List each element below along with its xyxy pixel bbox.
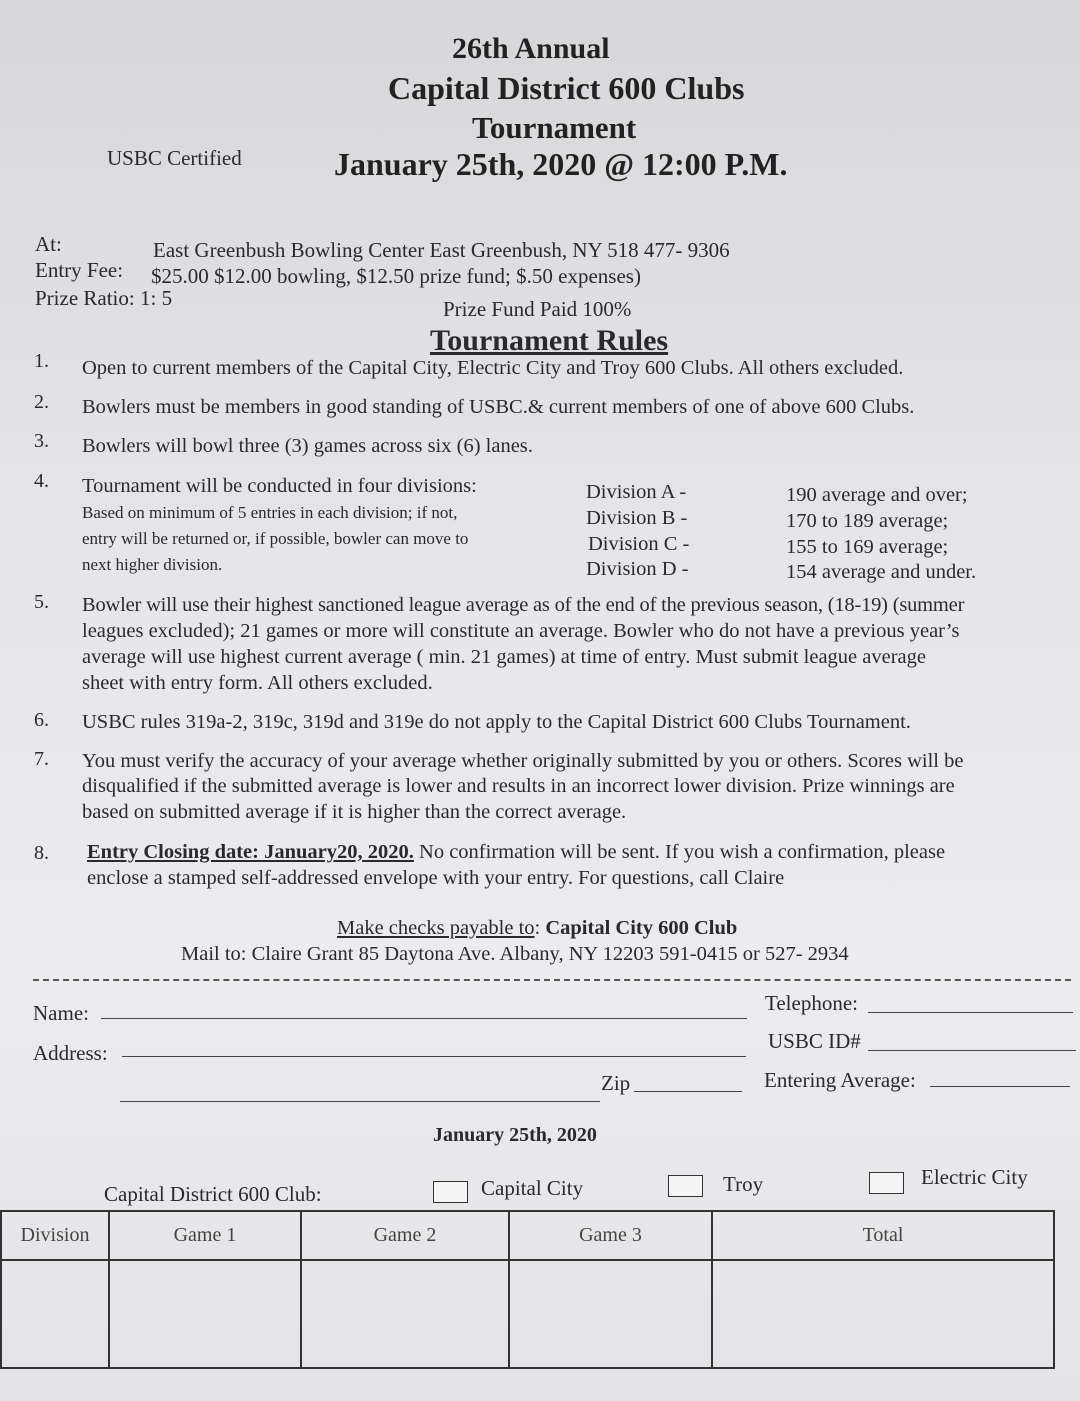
address-field[interactable] xyxy=(122,1056,746,1057)
checks-payee: Capital City 600 Club xyxy=(540,917,738,939)
rule-text: Bowlers will bowl three (3) games across six (6) lanes. xyxy=(82,435,533,457)
rule-number: 1. xyxy=(34,350,49,372)
rule-number: 4. xyxy=(34,470,49,492)
rule-number: 8. xyxy=(34,842,49,864)
name-field[interactable] xyxy=(101,1018,747,1019)
header-game-2: Game 2 xyxy=(301,1211,509,1260)
at-label: At: xyxy=(35,232,62,256)
rule-number: 3. xyxy=(34,430,49,452)
rule-text: You must verify the accuracy of your average whether originally submitted by you or others. Scores will be xyxy=(82,750,964,772)
division-range: 155 to 169 average; xyxy=(786,536,949,558)
score-table-header xyxy=(1,1211,1054,1260)
division-range: 170 to 189 average; xyxy=(786,510,949,532)
title-line-1: 26th Annual xyxy=(452,32,610,65)
total-cell[interactable] xyxy=(712,1260,1054,1368)
usbc-id-field[interactable] xyxy=(868,1050,1076,1051)
game-1-cell[interactable] xyxy=(109,1260,301,1368)
score-table-row xyxy=(1,1260,1054,1368)
rule-number: 7. xyxy=(34,748,49,770)
checkbox-electric-city[interactable] xyxy=(869,1172,904,1194)
division-name: Division B - xyxy=(586,507,688,529)
cut-line xyxy=(33,979,1071,981)
name-label: Name: xyxy=(33,1001,89,1025)
closing-date: Entry Closing date: January20, 2020. xyxy=(87,841,414,863)
rule-text: disqualified if the submitted average is lower and results in an incorrect lower division. Prize winnings are xyxy=(82,775,955,797)
rule-text: Open to current members of the Capital City, Electric City and Troy 600 Clubs. All others excluded. xyxy=(82,357,904,379)
usbc-certified: USBC Certified xyxy=(107,146,242,170)
address-line-2[interactable] xyxy=(120,1101,600,1102)
division-name: Division D - xyxy=(586,558,689,580)
game-3-cell[interactable] xyxy=(509,1260,712,1368)
checkbox-troy[interactable] xyxy=(668,1175,703,1197)
club-option-troy: Troy xyxy=(723,1172,764,1196)
rule-text: Bowlers must be members in good standing of USBC.& current members of one of above 600 Clubs. xyxy=(82,396,915,418)
rule-text: Tournament will be conducted in four divisions: xyxy=(82,475,477,497)
header-game-1: Game 1 xyxy=(109,1211,301,1260)
checks-label: Make checks payable to xyxy=(337,917,535,939)
club-option-electric-city: Electric City xyxy=(921,1165,1028,1189)
header-total: Total xyxy=(712,1211,1054,1260)
rule-number: 5. xyxy=(34,591,49,613)
rule-text: USBC rules 319a-2, 319c, 319d and 319e do not apply to the Capital District 600 Clubs Tournament. xyxy=(82,711,911,733)
rule-text: enclose a stamped self-addressed envelope with your entry. For questions, call Claire xyxy=(87,867,785,889)
telephone-label: Telephone: xyxy=(765,991,858,1015)
title-line-3: Tournament xyxy=(472,110,637,145)
header-game-3: Game 3 xyxy=(509,1211,712,1260)
prize-fund-paid: Prize Fund Paid 100% xyxy=(443,297,632,321)
telephone-field[interactable] xyxy=(868,1012,1073,1013)
checkbox-capital-city[interactable] xyxy=(433,1181,468,1203)
address-label: Address: xyxy=(33,1041,108,1065)
at-value: East Greenbush Bowling Center East Greenbush, NY 518 477- 9306 xyxy=(153,238,730,262)
header-division: Division xyxy=(1,1211,109,1260)
rule-text: leagues excluded); 21 games or more will constitute an average. Bowler who do not have a previous year’s xyxy=(82,620,960,642)
prize-ratio: Prize Ratio: 1: 5 xyxy=(35,286,173,310)
zip-field[interactable] xyxy=(634,1091,742,1092)
rule-number: 2. xyxy=(34,391,49,413)
rule-number: 6. xyxy=(34,709,49,731)
checks-payable-line xyxy=(337,916,737,941)
division-cell[interactable] xyxy=(1,1260,109,1368)
rule-note: Based on minimum of 5 entries in each division; if not, xyxy=(82,503,458,522)
rules-title: Tournament Rules xyxy=(430,324,669,357)
club-label: Capital District 600 Club: xyxy=(104,1182,322,1206)
fee-label: Entry Fee: xyxy=(35,258,124,282)
title-line-2: Capital District 600 Clubs xyxy=(388,70,745,106)
entering-average-label: Entering Average: xyxy=(764,1068,916,1092)
rule-note: entry will be returned or, if possible, bowler can move to xyxy=(82,529,469,548)
fee-value: $25.00 $12.00 bowling, $12.50 prize fund; $.50 expenses) xyxy=(151,264,641,288)
division-name: Division C - xyxy=(588,533,690,555)
rule-text: average will use highest current average ( min. 21 games) at time of entry. Must submit league average xyxy=(82,646,926,668)
division-range: 154 average and under. xyxy=(786,561,977,583)
rule-note: next higher division. xyxy=(82,555,223,574)
rule-text: Bowler will use their highest sanctioned league average as of the end of the previous season, (18-19) (summer xyxy=(82,594,965,616)
division-range: 190 average and over; xyxy=(786,484,968,506)
event-date-time: January 25th, 2020 @ 12:00 P.M. xyxy=(334,146,788,182)
checks-colon: : xyxy=(534,917,541,939)
club-option-capital-city: Capital City xyxy=(481,1176,584,1200)
zip-label: Zip xyxy=(601,1071,631,1095)
entering-average-field[interactable] xyxy=(930,1086,1070,1087)
division-name: Division A - xyxy=(586,481,687,503)
rule-text: sheet with entry form. All others excluded. xyxy=(82,672,433,694)
form-date: January 25th, 2020 xyxy=(433,1124,597,1146)
rule-text: No confirmation will be sent. If you wish a confirmation, please xyxy=(413,841,946,863)
mail-to: Mail to: Claire Grant 85 Daytona Ave. Albany, NY 12203 591-0415 or 527- 2934 xyxy=(181,943,849,965)
game-2-cell[interactable] xyxy=(301,1260,509,1368)
score-table xyxy=(0,1210,1055,1369)
rule-text: based on submitted average if it is higher than the correct average. xyxy=(82,801,627,823)
usbc-id-label: USBC ID# xyxy=(768,1029,861,1053)
rule-8-line-1 xyxy=(87,840,945,865)
